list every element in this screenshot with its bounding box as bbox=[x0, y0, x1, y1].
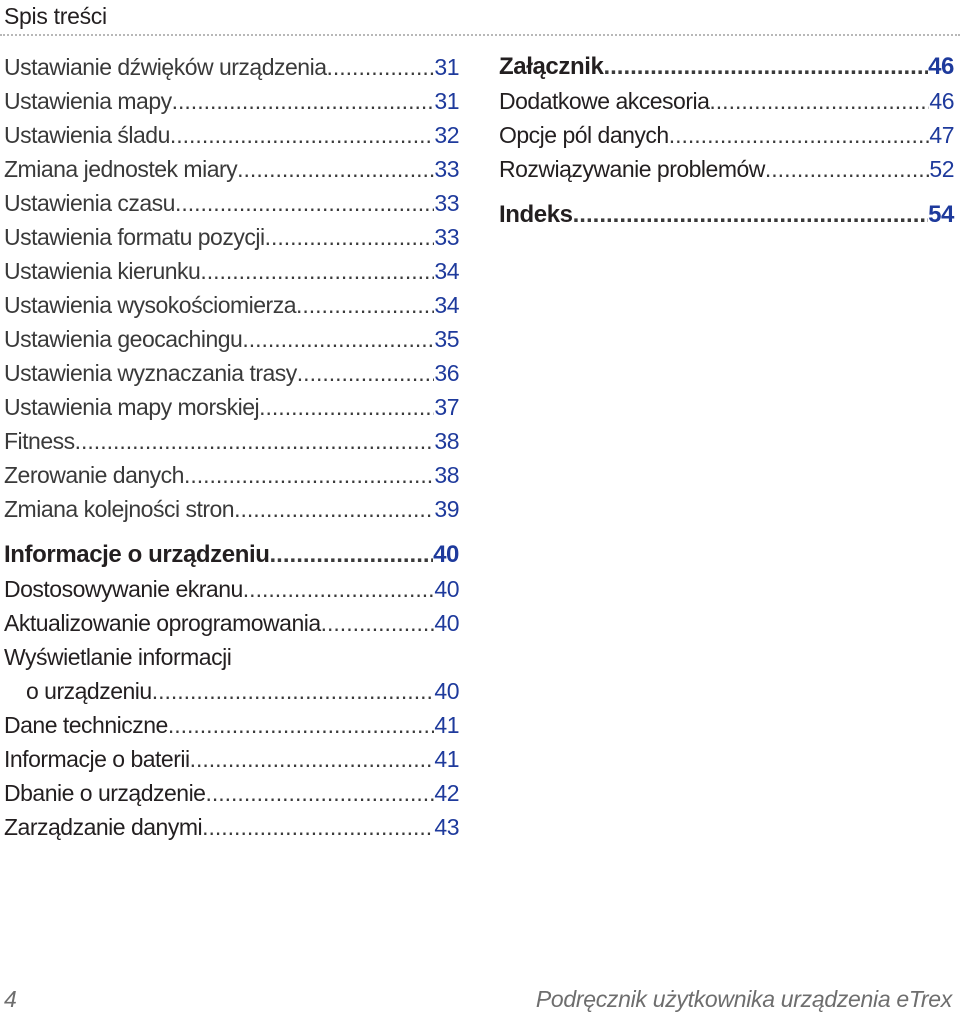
toc-entry-page[interactable]: 35 bbox=[434, 326, 459, 352]
leader-dots bbox=[765, 152, 930, 186]
toc-entry-title: Ustawienia kierunku bbox=[4, 258, 201, 284]
toc-entry-title: Ustawienia mapy bbox=[4, 88, 172, 114]
footer-page-number: 4 bbox=[4, 986, 17, 1012]
toc-entry[interactable] bbox=[4, 810, 459, 844]
toc-entry-title: Ustawienia geocachingu bbox=[4, 326, 243, 352]
toc-entry-page[interactable]: 37 bbox=[434, 394, 459, 420]
toc-section-page[interactable]: 46 bbox=[928, 53, 954, 80]
leader-dots bbox=[184, 458, 434, 492]
toc-entry-title: Wyświetlanie informacji bbox=[4, 644, 232, 670]
leader-dots bbox=[234, 492, 434, 526]
toc-entry-page[interactable]: 38 bbox=[434, 428, 459, 454]
header-divider bbox=[0, 34, 960, 36]
leader-dots bbox=[172, 84, 435, 118]
leader-dots bbox=[243, 572, 435, 606]
toc-section-informacje[interactable] bbox=[4, 538, 459, 572]
toc-section-indeks[interactable] bbox=[499, 198, 954, 232]
toc-entry-title: Rozwiązywanie problemów bbox=[499, 156, 765, 182]
leader-dots bbox=[190, 742, 435, 776]
toc-entry[interactable] bbox=[4, 458, 459, 492]
toc-section-title: Załącznik bbox=[499, 53, 604, 80]
toc-entry-title: Fitness bbox=[4, 428, 75, 454]
page-header-title: Spis treści bbox=[4, 3, 107, 29]
toc-entry-title: Zmiana kolejności stron bbox=[4, 496, 235, 522]
toc-entry-page[interactable]: 31 bbox=[434, 54, 459, 80]
toc-entry[interactable] bbox=[4, 606, 459, 640]
toc-entry-title: Ustawienia mapy morskiej bbox=[4, 394, 260, 420]
toc-entry-title: Dodatkowe akcesoria bbox=[499, 88, 710, 114]
toc-entry[interactable] bbox=[499, 118, 954, 152]
toc-entry-title: Ustawienia czasu bbox=[4, 190, 175, 216]
toc-entry[interactable] bbox=[4, 390, 459, 424]
leader-dots bbox=[202, 810, 434, 844]
toc-entry-title: Zerowanie danych bbox=[4, 462, 184, 488]
leader-dots bbox=[573, 198, 928, 232]
toc-section-page[interactable]: 54 bbox=[928, 201, 954, 228]
leader-dots bbox=[152, 674, 435, 708]
leader-dots bbox=[242, 322, 434, 356]
toc-section-title: Indeks bbox=[499, 201, 573, 228]
toc-entry-page[interactable]: 42 bbox=[434, 780, 459, 806]
toc-entry-page[interactable]: 33 bbox=[434, 190, 459, 216]
toc-entry-page[interactable]: 33 bbox=[434, 156, 459, 182]
leader-dots bbox=[297, 356, 435, 390]
toc-entry[interactable] bbox=[4, 776, 459, 810]
toc-entry-title: Dostosowywanie ekranu bbox=[4, 576, 243, 602]
toc-entry-page[interactable]: 52 bbox=[929, 156, 954, 182]
toc-entry-page[interactable]: 38 bbox=[434, 462, 459, 488]
footer-manual-title: Podręcznik użytkownika urządzenia eTrex bbox=[535, 986, 952, 1012]
toc-entry-title: o urządzeniu bbox=[26, 678, 152, 704]
toc-entry-wrapped-line[interactable] bbox=[4, 640, 459, 674]
leader-dots bbox=[321, 606, 435, 640]
toc-entry-page[interactable]: 40 bbox=[434, 576, 459, 602]
leader-dots bbox=[170, 118, 435, 152]
toc-entry-title: Ustawienia śladu bbox=[4, 122, 170, 148]
toc-entry-page[interactable]: 33 bbox=[434, 224, 459, 250]
toc-entry-page[interactable]: 34 bbox=[434, 292, 459, 318]
toc-entry[interactable] bbox=[4, 708, 459, 742]
toc-section-page[interactable]: 40 bbox=[433, 541, 459, 568]
toc-entry[interactable] bbox=[4, 742, 459, 776]
toc-entry-title: Zmiana jednostek miary bbox=[4, 156, 238, 182]
toc-entry-title: Opcje pól danych bbox=[499, 122, 669, 148]
toc-entry[interactable] bbox=[4, 84, 459, 118]
toc-entry-title: Ustawienia formatu pozycji bbox=[4, 224, 265, 250]
toc-entry[interactable] bbox=[4, 288, 459, 322]
toc-entry-title: Ustawienia wyznaczania trasy bbox=[4, 360, 297, 386]
leader-dots bbox=[327, 50, 435, 84]
toc-entry[interactable] bbox=[499, 152, 954, 186]
leader-dots bbox=[168, 708, 435, 742]
toc-entry[interactable] bbox=[4, 572, 459, 606]
leader-dots bbox=[296, 288, 434, 322]
toc-entry[interactable] bbox=[4, 254, 459, 288]
leader-dots bbox=[237, 152, 434, 186]
toc-entry-page[interactable]: 41 bbox=[434, 712, 459, 738]
toc-right-column bbox=[499, 50, 954, 232]
toc-entry[interactable] bbox=[4, 220, 459, 254]
toc-entry-page[interactable]: 34 bbox=[434, 258, 459, 284]
toc-entry-page[interactable]: 40 bbox=[434, 610, 459, 636]
leader-dots bbox=[265, 220, 435, 254]
toc-entry-page[interactable]: 39 bbox=[434, 496, 459, 522]
leader-dots bbox=[75, 424, 435, 458]
toc-entry-title: Aktualizowanie oprogramowania bbox=[4, 610, 321, 636]
toc-entry[interactable] bbox=[4, 424, 459, 458]
toc-entry-page[interactable]: 40 bbox=[434, 678, 459, 704]
toc-entry-page[interactable]: 41 bbox=[434, 746, 459, 772]
toc-entry-title: Ustawienia wysokościomierza bbox=[4, 292, 296, 318]
toc-entry-title: Dbanie o urządzenie bbox=[4, 780, 206, 806]
toc-entry-page[interactable]: 31 bbox=[434, 88, 459, 114]
toc-entry[interactable] bbox=[4, 356, 459, 390]
toc-entry-page[interactable]: 36 bbox=[434, 360, 459, 386]
leader-dots bbox=[669, 118, 930, 152]
toc-entry-title: Ustawianie dźwięków urządzenia bbox=[4, 54, 327, 80]
leader-dots bbox=[205, 776, 434, 810]
toc-entry[interactable] bbox=[4, 492, 459, 526]
toc-entry-title: Dane techniczne bbox=[4, 712, 168, 738]
toc-entry-title: Informacje o baterii bbox=[4, 746, 190, 772]
toc-entry[interactable] bbox=[4, 322, 459, 356]
toc-entry[interactable] bbox=[4, 186, 459, 220]
toc-entry-continuation[interactable] bbox=[4, 674, 459, 708]
toc-entry[interactable] bbox=[4, 152, 459, 186]
toc-entry-page[interactable]: 32 bbox=[434, 122, 459, 148]
leader-dots bbox=[603, 50, 928, 84]
leader-dots bbox=[200, 254, 434, 288]
toc-entry[interactable] bbox=[499, 84, 954, 118]
toc-section-title: Informacje o urządzeniu bbox=[4, 541, 270, 568]
toc-entry[interactable] bbox=[4, 50, 459, 84]
leader-dots bbox=[709, 84, 929, 118]
toc-entry-page[interactable]: 43 bbox=[434, 814, 459, 840]
leader-dots bbox=[175, 186, 434, 220]
toc-entry-page[interactable]: 46 bbox=[929, 88, 954, 114]
leader-dots bbox=[270, 538, 434, 572]
toc-entry-page[interactable]: 47 bbox=[929, 122, 954, 148]
toc-section-zalacznik[interactable] bbox=[499, 50, 954, 84]
leader-dots bbox=[259, 390, 434, 424]
toc-left-column bbox=[4, 50, 459, 844]
toc-entry-title: Zarządzanie danymi bbox=[4, 814, 203, 840]
toc-entry[interactable] bbox=[4, 118, 459, 152]
